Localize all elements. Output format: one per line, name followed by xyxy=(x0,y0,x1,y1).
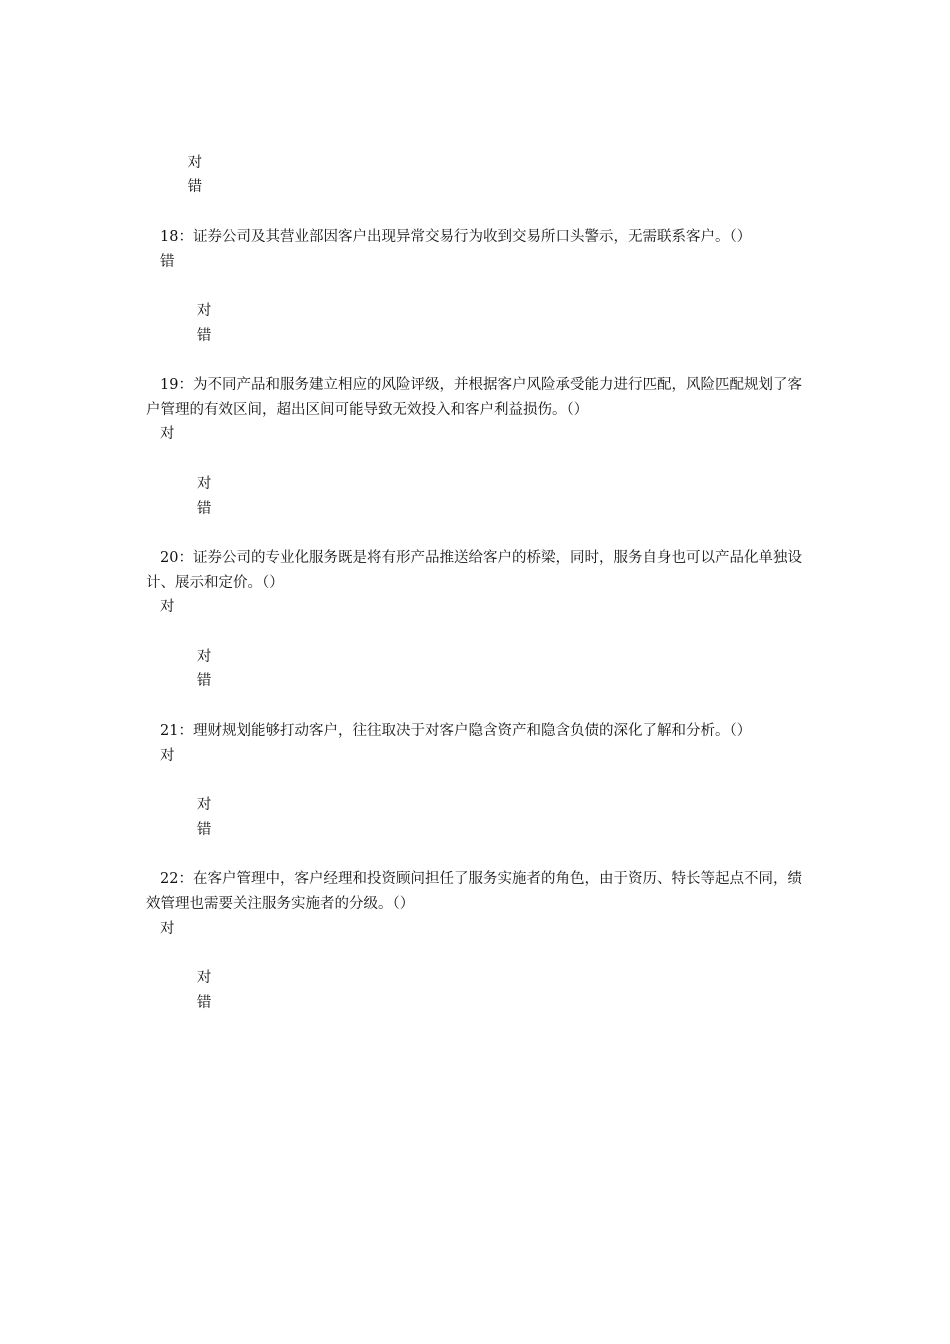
question-22 xyxy=(146,867,806,1040)
option-true[interactable]: 对 xyxy=(196,648,212,665)
options-row xyxy=(146,126,806,225)
question-text: 19：为不同产品和服务建立相应的风险评级，并根据客户风险承受能力进行匹配，风险匹配规划了客户管理的有效区间，超出区间可能导致无效投入和客户利益损伤。（） xyxy=(146,377,802,418)
options-row xyxy=(146,447,806,546)
option-true[interactable]: 对 xyxy=(187,154,203,171)
question-text: 18：证券公司及其营业部因客户出现异常交易行为收到交易所口头警示，无需联系客户。（） xyxy=(160,228,752,245)
answer: 对 xyxy=(160,747,175,764)
option-false[interactable]: 错 xyxy=(187,179,203,196)
option-true[interactable]: 对 xyxy=(196,969,212,986)
option-false[interactable]: 错 xyxy=(196,994,212,1011)
exam-content xyxy=(146,126,806,1040)
question-20 xyxy=(146,546,806,719)
option-false[interactable]: 错 xyxy=(196,500,212,517)
question-21 xyxy=(146,719,806,867)
options-row xyxy=(146,274,806,373)
option-false[interactable]: 错 xyxy=(196,327,212,344)
question-text: 22：在客户管理中，客户经理和投资顾问担任了服务实施者的角色，由于资历、特长等起点不同，绩效管理也需要关注服务实施者的分级。（） xyxy=(146,871,802,912)
answer: 对 xyxy=(160,920,175,937)
options-row xyxy=(146,768,806,867)
options-row xyxy=(146,941,806,1040)
question-text: 21：理财规划能够打动客户，往往取决于对客户隐含资产和隐含负债的深化了解和分析。（） xyxy=(160,722,752,739)
answer: 错 xyxy=(160,253,175,270)
question-18 xyxy=(146,225,806,373)
options-row xyxy=(146,620,806,719)
option-false[interactable]: 错 xyxy=(196,673,212,690)
answer: 对 xyxy=(160,426,175,443)
answer: 对 xyxy=(160,599,175,616)
option-false[interactable]: 错 xyxy=(196,821,212,838)
question-text: 20：证券公司的专业化服务既是将有形产品推送给客户的桥梁，同时，服务自身也可以产品化单独设计、展示和定价。（） xyxy=(146,549,802,591)
option-true[interactable]: 对 xyxy=(196,302,212,319)
question-19 xyxy=(146,373,806,546)
option-true[interactable]: 对 xyxy=(196,796,212,813)
option-true[interactable]: 对 xyxy=(196,475,212,492)
